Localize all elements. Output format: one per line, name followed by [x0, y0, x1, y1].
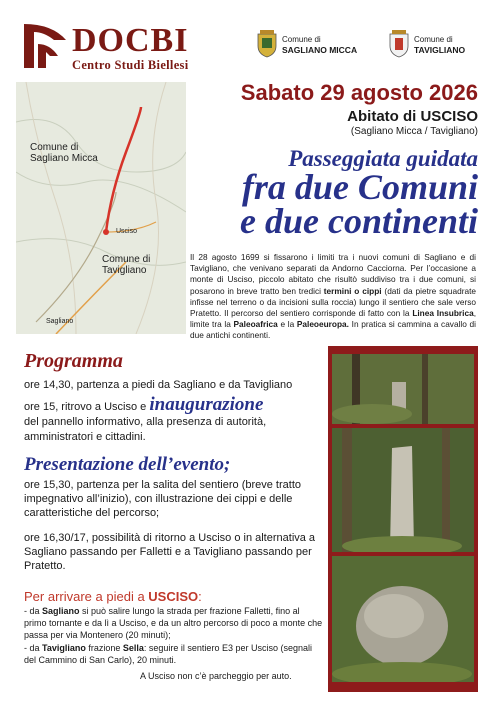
directions-heading — [24, 589, 202, 604]
program-line-1: ore 14,30, partenza a piedi da Sagliano e da Tavigliano — [24, 379, 293, 391]
parking-note: A Usciso non c’è parcheggio per auto. — [140, 671, 292, 681]
directions-sagliano — [24, 605, 324, 641]
photo-stone-cippo — [332, 428, 474, 552]
route-map — [16, 82, 186, 334]
event-place: Abitato di USCISO — [347, 108, 478, 125]
photo-rock — [332, 556, 474, 682]
program-line-2 — [24, 394, 324, 445]
d2d: Sella — [122, 643, 144, 653]
tavigliano-crest-icon — [388, 30, 410, 58]
event-title — [239, 167, 478, 241]
d1a: - da — [24, 606, 43, 616]
logo-title: DOCBI — [72, 22, 189, 59]
directions-heading-pre: Per arrivare a piedi a — [24, 589, 149, 604]
d1c: si può salire lungo la strada per frazione Falletti, fino al primo tornante e da lì a Usciso, e da un altro percorso di poco a monte che passa per via Montenero (20 minuti); — [24, 606, 323, 640]
intro-text-3: , limite tra la — [190, 308, 476, 330]
d2c: frazione — [85, 643, 123, 653]
map-drawing — [16, 82, 186, 334]
event-place-sub: (Sagliano Micca / Tavigliano) — [350, 126, 478, 137]
sagliano-crest-icon — [256, 30, 278, 58]
intro-bold-2: Linea Insubrica — [412, 308, 474, 319]
comune2-name: TAVIGLIANO — [414, 45, 466, 55]
map-label-tavigliano: Comune di Tavigliano — [102, 254, 151, 276]
d1b: Sagliano — [42, 606, 80, 616]
program-line-4: ore 16,30/17, possibilità di ritorno a Usciso o in alternativa a Sagliano passando per Falletti e a Tavigliano passando per Pratetto. — [24, 532, 316, 572]
event-title-line2: e due continenti — [239, 201, 478, 241]
comune1-name: SAGLIANO MICCA — [282, 45, 358, 55]
program-line-2c: del pannello informativo, alla presenza di autorità, amministratori e cittadini. — [24, 416, 267, 443]
intro-bold-1: termini o cippi — [323, 285, 382, 296]
docbi-logo-icon — [22, 22, 70, 70]
event-date: Sabato 29 agosto 2026 — [240, 80, 478, 105]
directions-heading-post: : — [198, 589, 202, 604]
d2b: Tavigliano — [42, 643, 86, 653]
map-label-usciso: Usciso — [116, 228, 138, 235]
intro-bold-4: Paleoeuropa. — [296, 319, 349, 330]
intro-text-2: (dati da pietre squadrate infisse nel terreno o da incisioni sulla roccia) lungo il sentiero che sale verso Pratetto. Il percorso del sentiero corrisponde di fatto con la — [190, 285, 476, 319]
program-line-2a: ore 15, ritrovo a Usciso e — [24, 401, 150, 413]
intro-text-1: Il 28 agosto 1699 si fissarono i limiti tra i nuovi comuni di Sagliano e di Tavigliano, che venivano separati da Andorno Cacciorna. Per l’occasione a monte di Usciso, piccolo abitato che risultò suddiviso tra i due comuni, si posarono in breve tratto ben tredici — [190, 252, 476, 296]
d2e: : seguire il sentiero E3 per Usciso (segnali del Cammino di San Carlo), 20 minuti. — [24, 643, 312, 665]
program-line-3: ore 15,30, partenza per la salita del sentiero (breve tratto impegnativo all’inizio), con illustrazione dei cippi e delle caratteristiche del percorso; — [24, 479, 301, 519]
intro-paragraph — [190, 252, 476, 342]
event-subtitle: Passeggiata guidata — [288, 146, 478, 171]
comune1-label: Comune di — [282, 35, 321, 44]
intro-text-4: e la — [277, 319, 297, 330]
d2a: - da — [24, 643, 43, 653]
intro-bold-3: Paleoafrica — [233, 319, 278, 330]
event-title-line1: fra due Comuni — [241, 167, 478, 207]
intro-text-5: In pratica si cammina a cavallo di due antichi continenti. — [190, 319, 476, 341]
directions-heading-bold: USCISO — [148, 589, 199, 604]
map-label-sagliano-small: Sagliano — [46, 318, 74, 325]
program-inaugurazione: inaugurazione — [149, 394, 264, 415]
directions-tavigliano — [24, 642, 324, 666]
photo-forest-1 — [332, 354, 474, 424]
photo-frame — [328, 346, 478, 692]
map-label-sagliano: Comune di Sagliano Micca — [30, 142, 98, 164]
presentation-heading: Presentazione dell’evento; — [24, 454, 231, 475]
program-heading: Programma — [24, 350, 123, 372]
logo-subtitle: Centro Studi Biellesi — [72, 58, 189, 72]
comune2-label: Comune di — [414, 35, 453, 44]
